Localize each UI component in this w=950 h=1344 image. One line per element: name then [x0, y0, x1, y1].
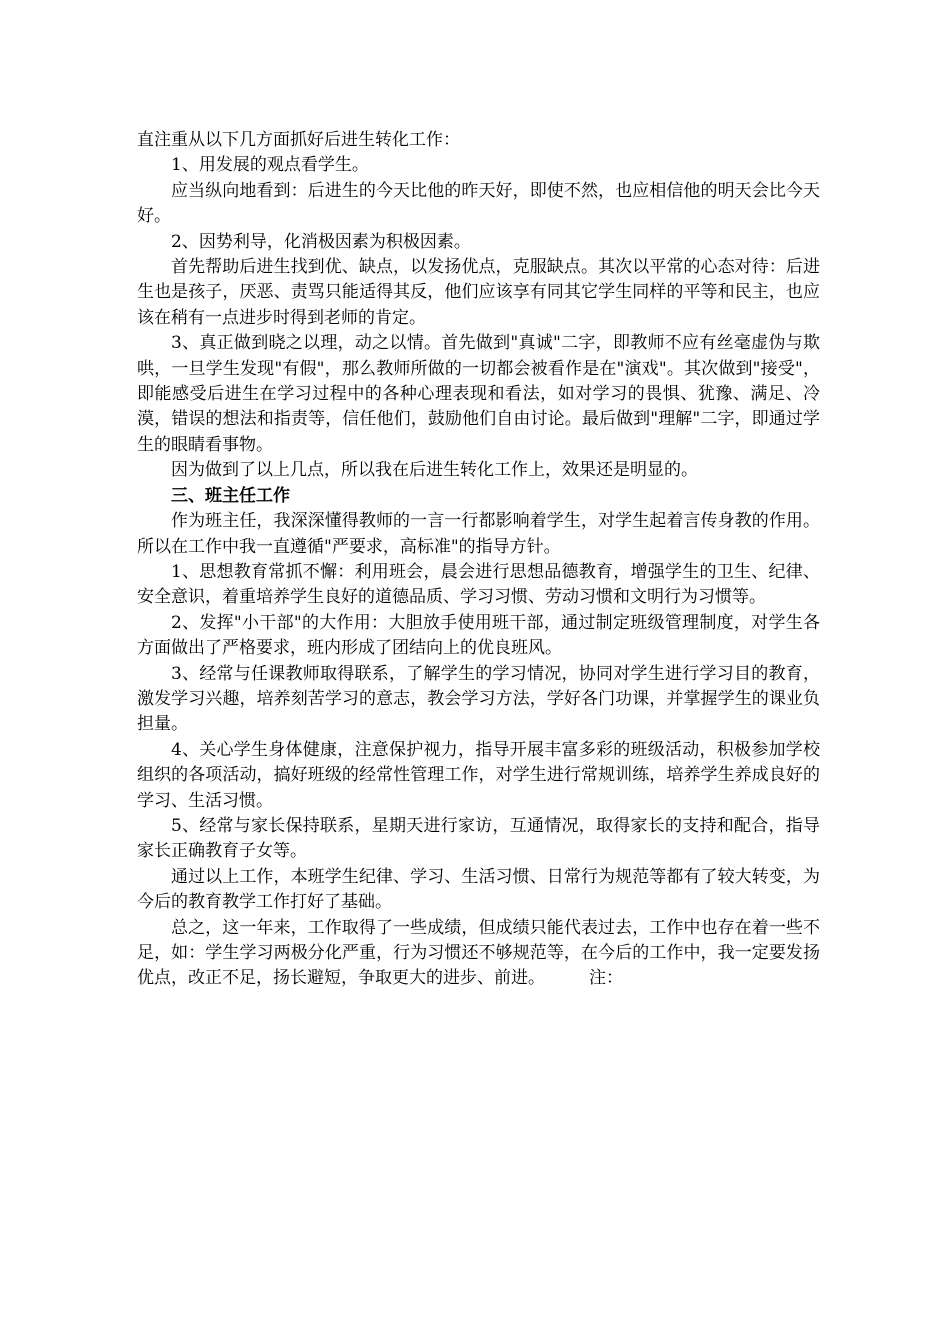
- paragraph-class-teacher-intro: 作为班主任，我深深懂得教师的一言一行都影响着学生，对学生起着言传身教的作用。所以在工作中我一直遵循"严要求，高标准"的指导方针。: [137, 511, 820, 557]
- paragraph-point-3: 3、真正做到晓之以理，动之以情。首先做到"真诚"二字，即教师不应有丝毫虚伪与欺哄，一旦学生发现"有假"，那么教师所做的一切都会被看作是在"演戏"。其次做到"接受"，即能感受后进生在学习过程中的各种心理表现和看法，如对学习的畏惧、犹豫、满足、冷漠，错误的想法和指责等，信任他们，鼓励他们自由讨论。最后做到"理解"二字，即通过学生的眼睛看事物。: [137, 333, 820, 455]
- paragraph-duty-1: 1、思想教育常抓不懈：利用班会，晨会进行思想品德教育，增强学生的卫生、纪律、安全意识，着重培养学生良好的道德品质、学习习惯、劳动习惯和文明行为习惯等。: [137, 561, 820, 608]
- paragraph-duty-5: 5、经常与家长保持联系，星期天进行家访，互通情况，取得家长的支持和配合，指导家长正确教育子女等。: [137, 815, 820, 862]
- paragraph-point-2-body: 首先帮助后进生找到优、缺点，以发扬优点，克服缺点。其次以平常的心态对待：后进生也是孩子，厌恶、责骂只能适得其反，他们应该享有同其它学生同样的平等和民主，也应该在稍有一点进步时得到老师的肯定。: [137, 257, 820, 328]
- paragraph-point-1-body: 应当纵向地看到：后进生的今天比他的昨天好，即使不然，也应相信他的明天会比今天好。: [137, 180, 820, 227]
- paragraph-point-2-title: 2、因势利导，化消极因素为积极因素。: [171, 231, 471, 252]
- paragraph-duty-3: 3、经常与任课教师取得联系，了解学生的学习情况，协同对学生进行学习目的教育，激发学习兴趣，培养刻苦学习的意志，教会学习方法，学好各门功课，并掌握学生的课业负担量。: [137, 663, 820, 735]
- paragraph-duty-2: 2、发挥"小干部"的大作用：大胆放手使用班干部，通过制定班级管理制度，对学生各方面做出了严格要求，班内形成了团结向上的优良班风。: [137, 612, 820, 659]
- summary-text: 总之，这一年来，工作取得了一些成绩，但成绩只能代表过去，工作中也存在着一些不足，如：学生学习两极分化严重，行为习惯还不够规范等，在今后的工作中，我一定要发扬优点，改正不足，扬长避短，争取更大的进步、前进。: [137, 917, 820, 989]
- section-heading-class-teacher: 三、班主任工作: [171, 485, 290, 506]
- paragraph-results: 通过以上工作，本班学生纪律、学习、生活习惯、日常行为规范等都有了较大转变，为今后的教育教学工作打好了基础。: [137, 866, 820, 913]
- paragraph-conclusion-1: 因为做到了以上几点，所以我在后进生转化工作上，效果还是明显的。: [171, 460, 698, 481]
- trailing-note: 注：: [589, 968, 623, 989]
- paragraph-summary: [137, 916, 820, 992]
- paragraph-intro: 直注重从以下几方面抓好后进生转化工作：: [137, 130, 460, 150]
- paragraph-point-1-title: 1、用发展的观点看学生。: [171, 155, 369, 176]
- paragraph-duty-4: 4、关心学生身体健康，注意保护视力，指导开展丰富多彩的班级活动，积极参加学校组织的各项活动，搞好班级的经常性管理工作，对学生进行常规训练，培养学生养成良好的学习、生活习惯。: [137, 739, 820, 811]
- document-body: [137, 128, 820, 992]
